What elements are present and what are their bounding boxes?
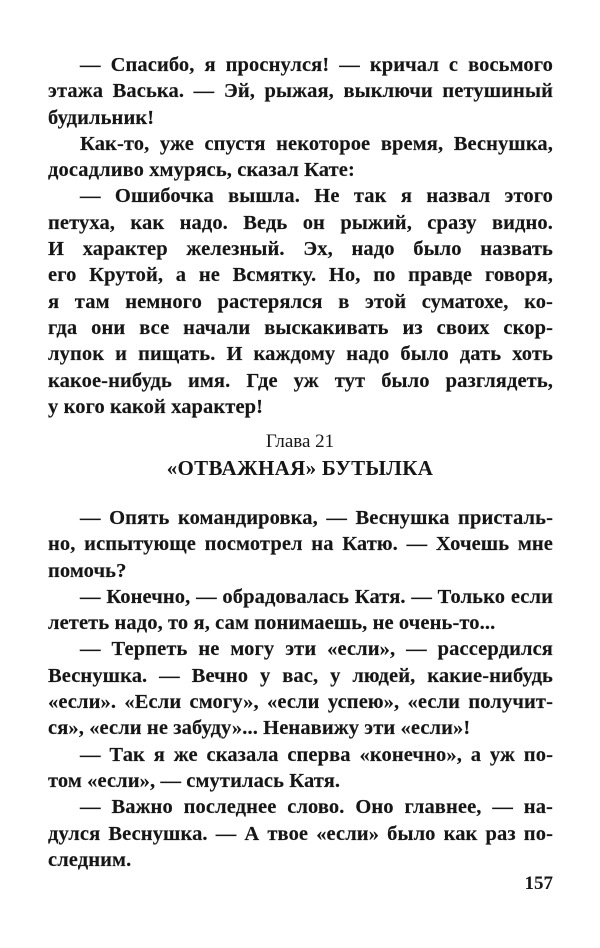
text-line: — Терпеть не могу эти «если», — рассердился <box>80 638 553 661</box>
text-line: «если». «Если смогу», «если успею», «если получит- <box>48 691 553 714</box>
text-line: следним. <box>48 848 132 871</box>
text-line: у кого какой характер! <box>48 395 264 418</box>
text-line: будильник! <box>48 106 155 129</box>
paragraph <box>48 794 553 873</box>
text-line: Как-то, уже спустя некоторое время, Веснушка, <box>80 132 553 155</box>
text-line: том «если», — смутилась Катя. <box>48 769 341 792</box>
text-line: И характер железный. Эх, надо было назвать <box>48 238 553 261</box>
text-line: какое-нибудь имя. Где уж тут было разглядеть, <box>48 369 553 392</box>
text-line: Веснушка. — Вечно у вас, у людей, какие-нибудь <box>48 664 553 687</box>
text-block-top <box>48 52 553 420</box>
text-line: лететь надо, то я, сам понимаешь, не очень-то... <box>48 612 496 635</box>
chapter-title: «ОТВАЖНАЯ» БУТЫЛКА <box>166 456 434 480</box>
text-line: — Так я же сказала сперва «конечно», а уж по- <box>80 743 553 766</box>
text-line: дулся Веснушка. — А твое «если» было как раз по- <box>48 822 553 845</box>
paragraph <box>48 52 553 131</box>
text-line: — Спасибо, я проснулся! — кричал с восьмого <box>80 54 553 76</box>
text-line: лупок и пищать. И каждому надо было дать хоть <box>48 343 553 366</box>
paragraph <box>48 584 553 637</box>
text-line: досадливо хмурясь, сказал Кате: <box>48 159 355 182</box>
page-number: 157 <box>524 873 553 894</box>
text-line: помочь? <box>48 559 127 582</box>
paragraph <box>48 742 553 795</box>
text-line: этажа Васька. — Эй, рыжая, выключи петушиный <box>48 80 553 103</box>
text-line: я там немного растерялся в этой суматохе, ко- <box>48 290 553 313</box>
paragraph <box>48 183 553 420</box>
text-line: петуха, как надо. Ведь он рыжий, сразу видно. <box>48 211 553 234</box>
text-line: — Ошибочка вышла. Не так я назвал этого <box>80 185 553 208</box>
text-line: — Важно последнее слово. Оно главнее, — на- <box>80 796 553 819</box>
text-line: — Опять командировка, — Веснушка присталь- <box>80 507 553 529</box>
text-line: гда они все начали выскакивать из своих скор- <box>48 316 553 339</box>
paragraph <box>48 131 553 184</box>
text-line: но, испытующе посмотрел на Катю. — Хочешь мне <box>48 533 553 556</box>
text-line: — Конечно, — обрадовалась Катя. — Только если <box>80 585 553 608</box>
text-line: его Крутой, а не Всмятку. Но, по правде говоря, <box>48 264 553 287</box>
paragraph <box>48 636 553 741</box>
text-line: ся», «если не забуду»... Ненавижу эти «если»! <box>48 717 471 740</box>
text-block-chapter <box>48 505 553 873</box>
paragraph <box>48 505 553 584</box>
chapter-label: Глава 21 <box>265 431 335 452</box>
